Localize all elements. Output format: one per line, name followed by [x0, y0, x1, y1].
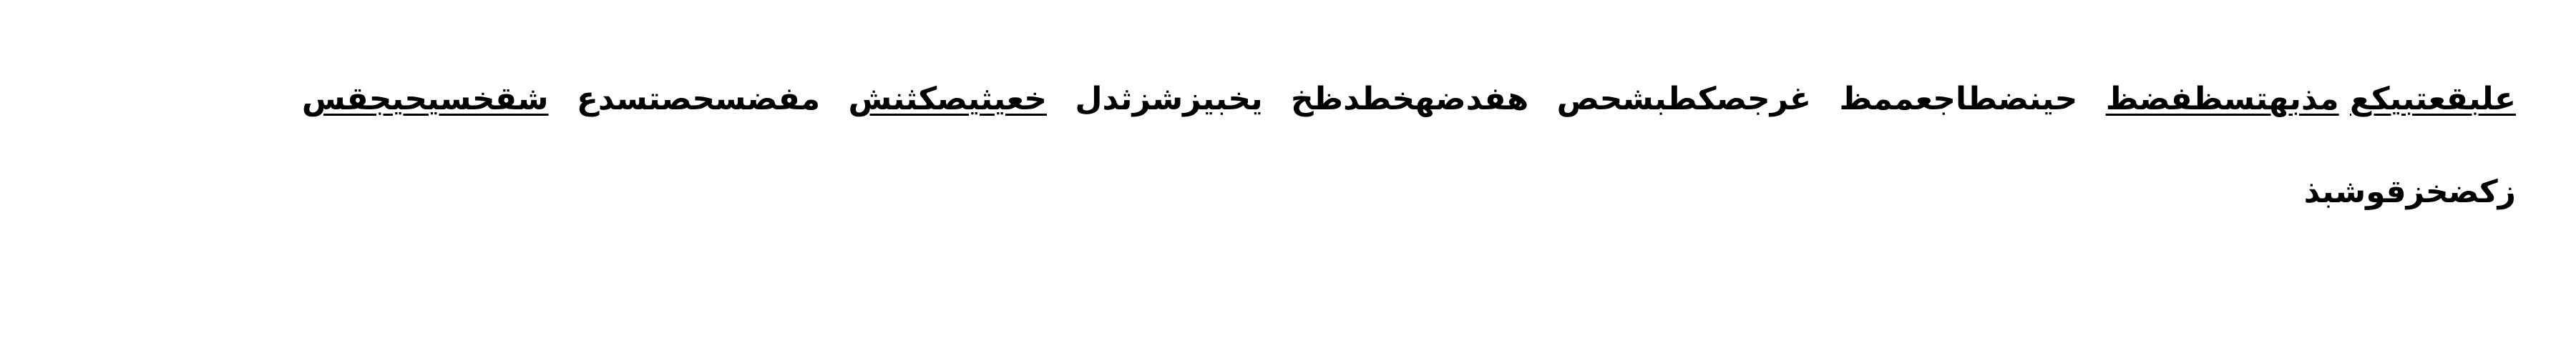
link-word-1[interactable]: شقخسيحيجقس — [301, 81, 549, 117]
text-word-10: زكضخزقوشبذ — [2303, 174, 2516, 210]
text-word-7: حينضطاجعممظ — [1839, 81, 2078, 117]
link-word-8[interactable]: مذبهتسظفضظ — [2105, 81, 2339, 117]
text-word-6: غرجصكطبشحص — [1556, 81, 1811, 117]
text-word-4: يخبيزشزثدل — [1075, 81, 1263, 117]
text-word-5: هفدضهخطدظخ — [1290, 81, 1529, 117]
text-line-2 — [60, 174, 2516, 211]
text-word-2: مفضسحصتسدع — [576, 81, 821, 117]
link-word-3[interactable]: خعيثيصكثنش — [848, 81, 1047, 117]
text-line-1 — [60, 81, 2516, 118]
link-word-9[interactable]: علبقعتبيكع — [2349, 81, 2516, 117]
